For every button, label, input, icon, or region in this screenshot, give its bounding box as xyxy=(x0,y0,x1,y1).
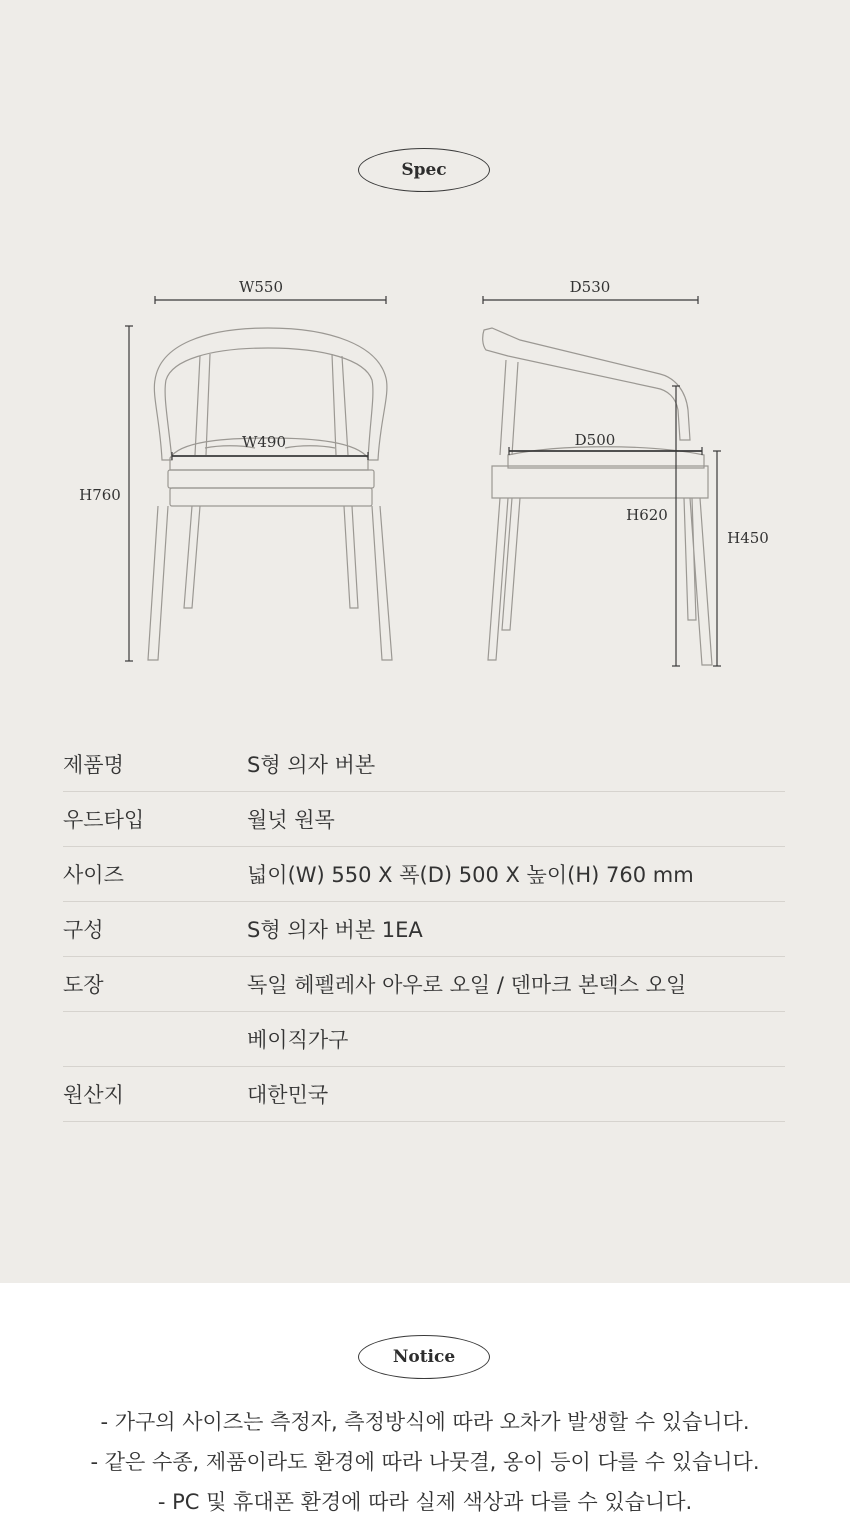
front-view-legs xyxy=(148,506,392,660)
spec-row-composition xyxy=(63,902,785,957)
w550-label: W550 xyxy=(238,278,284,296)
spec-row-size xyxy=(63,847,785,902)
h620-label: H620 xyxy=(626,506,668,524)
spec-row-wood-type xyxy=(63,792,785,847)
d530-label: D530 xyxy=(569,278,611,296)
spec-value: 베이직가구 xyxy=(247,1028,349,1052)
h760-label: H760 xyxy=(79,486,121,504)
spec-value: 독일 헤펠레사 아우로 오일 / 덴마크 본덱스 오일 xyxy=(247,973,687,997)
spec-table xyxy=(63,737,785,1122)
notice-line: - PC 및 휴대폰 환경에 따라 실제 색상과 다를 수 있습니다. xyxy=(157,1490,693,1514)
spec-row-product-name xyxy=(63,737,785,792)
spec-row-finish xyxy=(63,957,785,1012)
spec-label: 원산지 xyxy=(63,1083,124,1107)
spec-row-maker xyxy=(63,1012,785,1067)
spec-label: 도장 xyxy=(63,973,104,997)
spec-label: 우드타입 xyxy=(63,808,145,832)
spec-value: S형 의자 버본 1EA xyxy=(247,918,423,942)
spec-value: 넓이(W) 550 X 폭(D) 500 X 높이(H) 760 mm xyxy=(247,863,694,887)
notice-heading: Notice xyxy=(358,1335,490,1379)
notice-line: - 가구의 사이즈는 측정자, 측정방식에 따라 오차가 발생할 수 있습니다. xyxy=(100,1410,750,1434)
notice-line: - 같은 수종, 제품이라도 환경에 따라 나뭇결, 옹이 등이 다를 수 있습니다. xyxy=(90,1450,760,1474)
spec-value: 월넛 원목 xyxy=(247,808,335,832)
spec-label: 구성 xyxy=(63,918,104,942)
h450-label: H450 xyxy=(727,529,769,547)
d500-label: D500 xyxy=(574,431,616,449)
notice-text xyxy=(0,1402,850,1522)
w490-label: W490 xyxy=(241,433,287,451)
spec-value: 대한민국 xyxy=(247,1083,329,1107)
spec-label: 사이즈 xyxy=(63,863,124,887)
chair-dimension-diagram xyxy=(0,260,850,680)
spec-value: S형 의자 버본 xyxy=(247,753,376,777)
spec-row-origin xyxy=(63,1067,785,1122)
side-view-seat xyxy=(508,447,704,468)
spec-heading: Spec xyxy=(358,148,490,192)
spec-label: 제품명 xyxy=(63,753,124,777)
